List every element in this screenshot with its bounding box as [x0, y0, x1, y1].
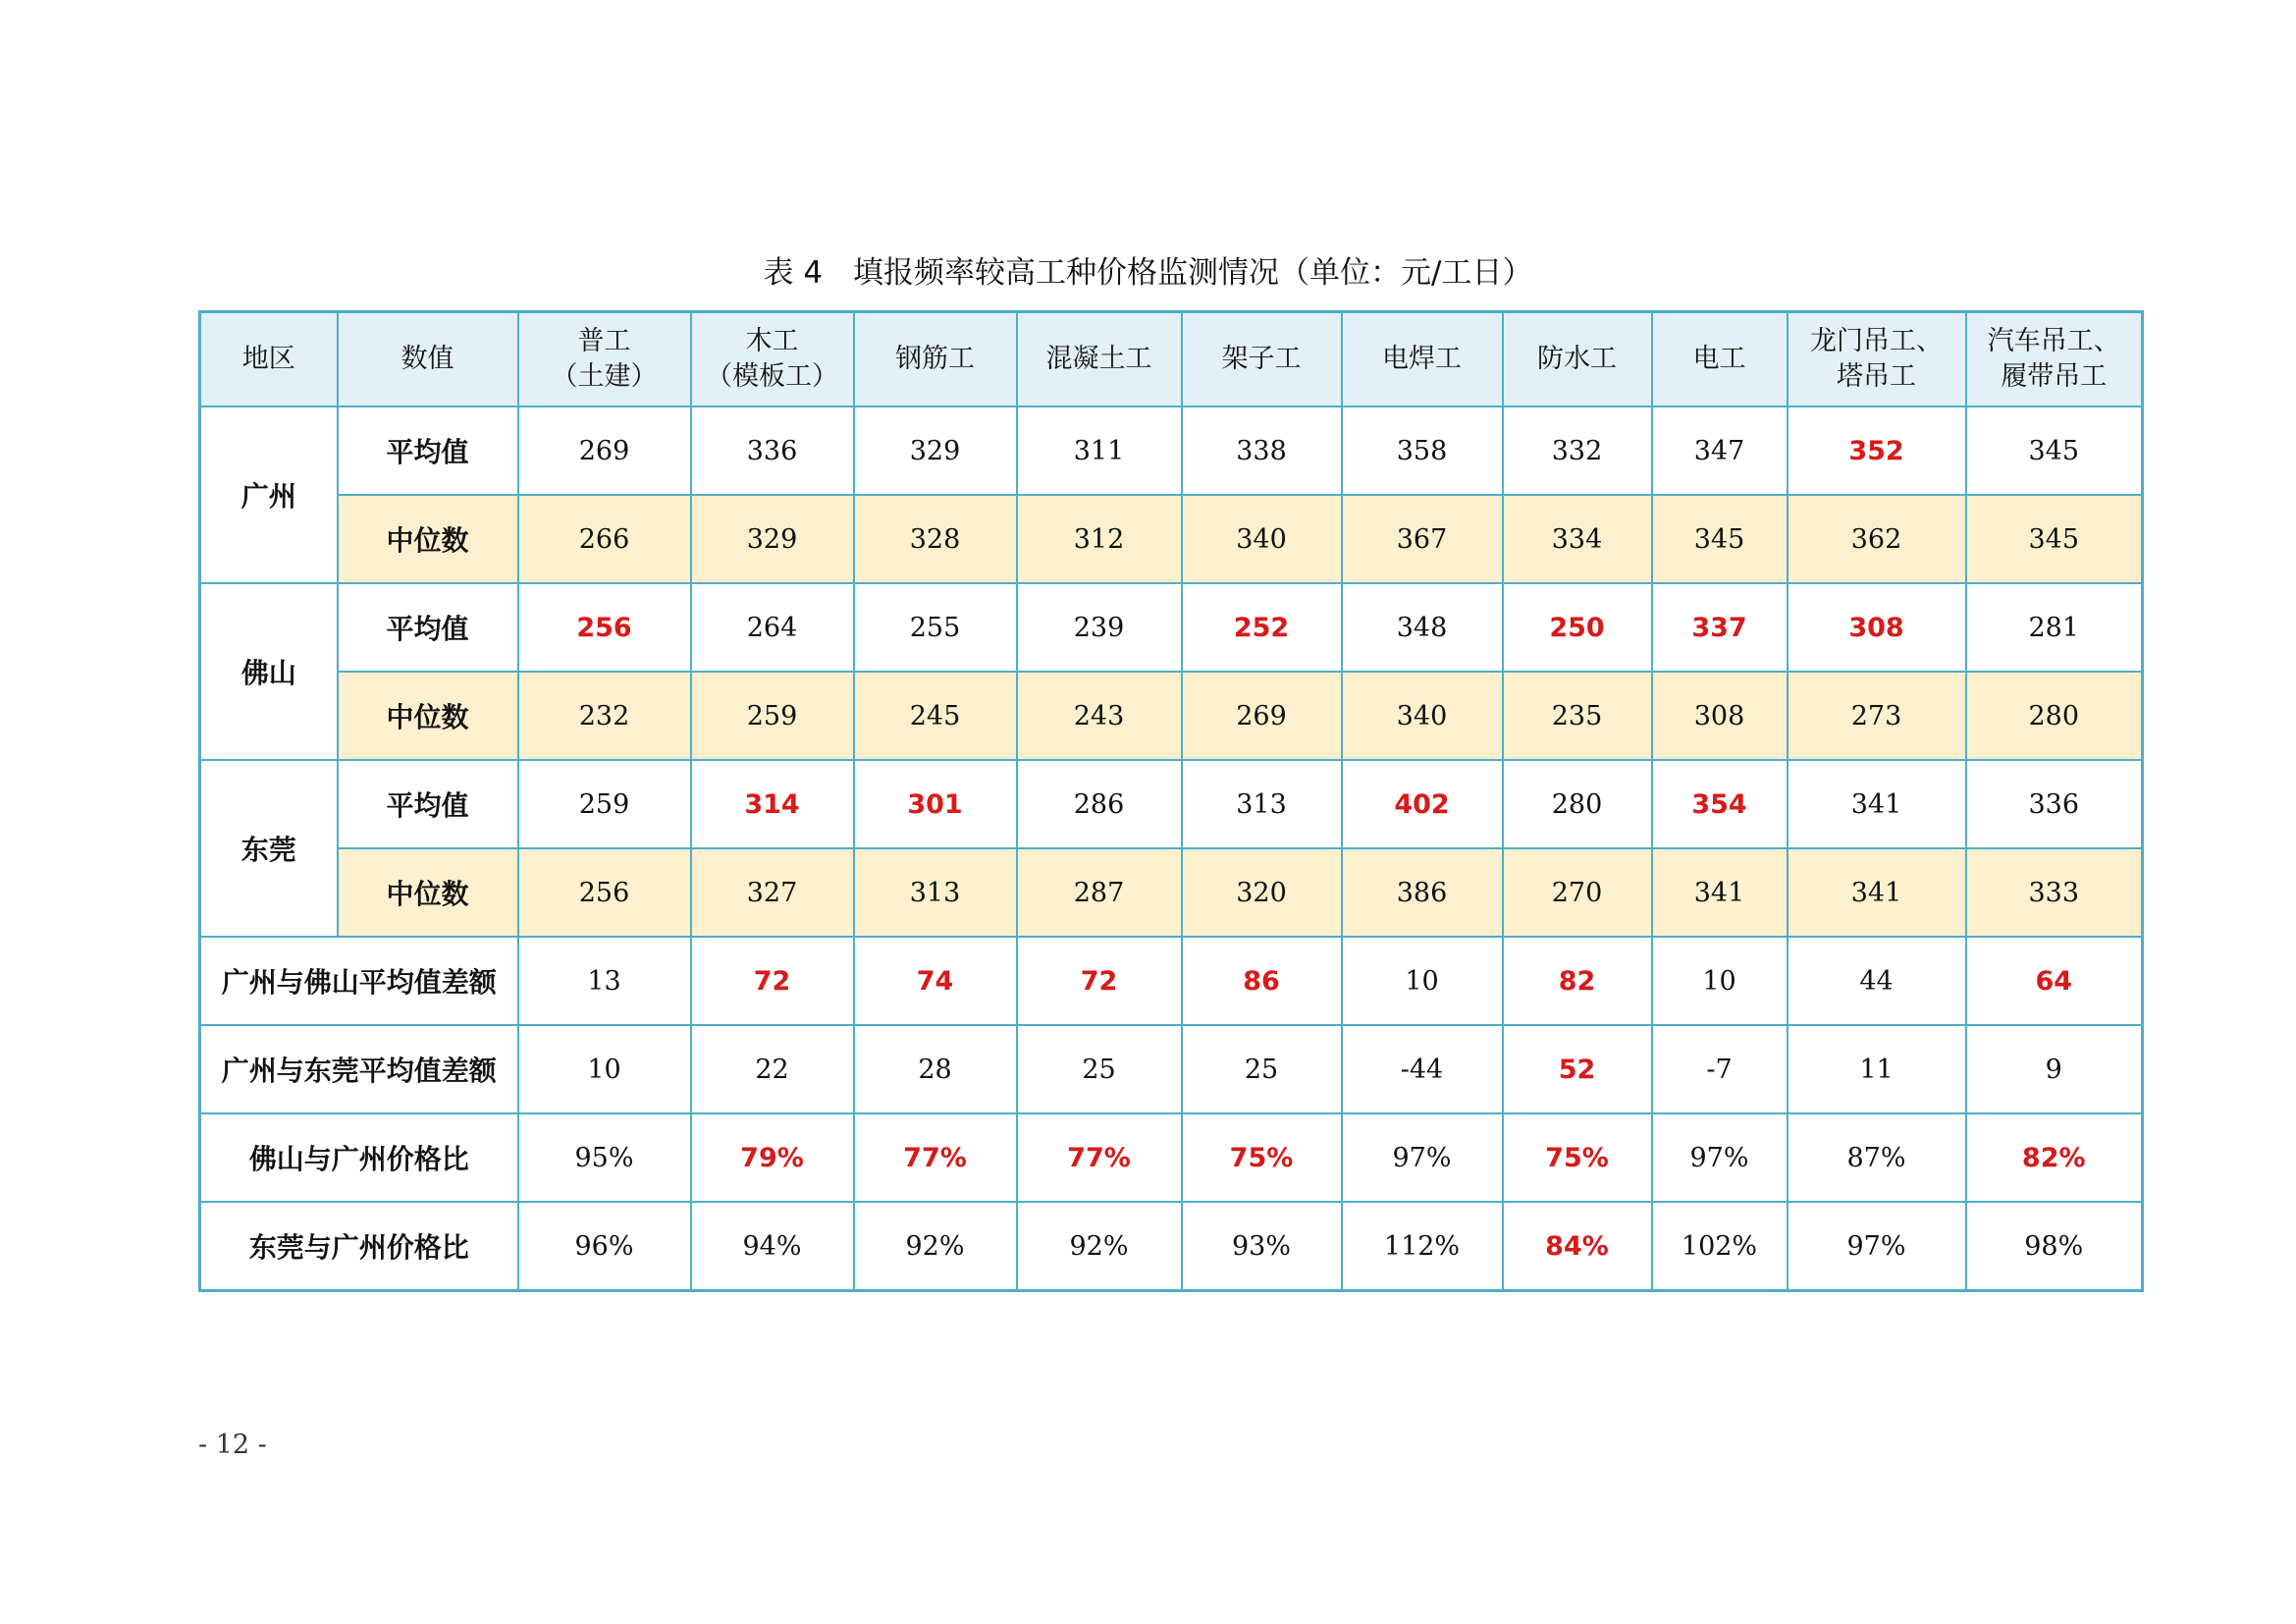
value-cell: -44 — [1342, 1025, 1503, 1113]
value-cell: 97% — [1788, 1202, 1966, 1291]
value-cell: 354 — [1652, 760, 1788, 848]
value-cell: 362 — [1788, 495, 1966, 583]
value-cell: 340 — [1182, 495, 1342, 583]
value-cell: 280 — [1966, 672, 2143, 760]
value-cell: 44 — [1788, 937, 1966, 1025]
table-row — [200, 760, 2143, 848]
value-cell: 96% — [518, 1202, 691, 1291]
price-table-container — [198, 310, 2144, 1292]
value-cell: 28 — [854, 1025, 1017, 1113]
value-cell: 341 — [1788, 848, 1966, 937]
value-cell: 98% — [1966, 1202, 2143, 1291]
metric-cell: 中位数 — [338, 672, 518, 760]
value-cell: 352 — [1788, 406, 1966, 495]
value-cell: 308 — [1788, 583, 1966, 672]
value-cell: 336 — [1966, 760, 2143, 848]
value-cell: 232 — [518, 672, 691, 760]
value-cell: -7 — [1652, 1025, 1788, 1113]
value-cell: 250 — [1503, 583, 1652, 672]
value-cell: 329 — [854, 406, 1017, 495]
value-cell: 341 — [1652, 848, 1788, 937]
value-cell: 82% — [1966, 1113, 2143, 1202]
value-cell: 102% — [1652, 1202, 1788, 1291]
summary-row — [200, 1113, 2143, 1202]
column-header: 地区 — [200, 312, 338, 407]
value-cell: 332 — [1503, 406, 1652, 495]
value-cell: 259 — [518, 760, 691, 848]
value-cell: 256 — [518, 848, 691, 937]
column-header: 数值 — [338, 312, 518, 407]
column-header: 普工 （土建） — [518, 312, 691, 407]
value-cell: 245 — [854, 672, 1017, 760]
value-cell: 338 — [1182, 406, 1342, 495]
value-cell: 10 — [518, 1025, 691, 1113]
value-cell: 333 — [1966, 848, 2143, 937]
value-cell: 82 — [1503, 937, 1652, 1025]
value-cell: 92% — [854, 1202, 1017, 1291]
value-cell: 328 — [854, 495, 1017, 583]
value-cell: 345 — [1652, 495, 1788, 583]
value-cell: 273 — [1788, 672, 1966, 760]
value-cell: 301 — [854, 760, 1017, 848]
value-cell: 10 — [1652, 937, 1788, 1025]
column-header: 架子工 — [1182, 312, 1342, 407]
price-table — [198, 310, 2144, 1292]
region-cell: 东莞 — [200, 760, 338, 937]
region-cell: 广州 — [200, 406, 338, 583]
metric-cell: 中位数 — [338, 848, 518, 937]
value-cell: 259 — [691, 672, 854, 760]
value-cell: 74 — [854, 937, 1017, 1025]
value-cell: 312 — [1017, 495, 1182, 583]
value-cell: 329 — [691, 495, 854, 583]
region-cell: 佛山 — [200, 583, 338, 760]
metric-cell: 平均值 — [338, 760, 518, 848]
value-cell: 367 — [1342, 495, 1503, 583]
value-cell: 336 — [691, 406, 854, 495]
value-cell: 52 — [1503, 1025, 1652, 1113]
summary-label: 东莞与广州价格比 — [200, 1202, 518, 1291]
value-cell: 347 — [1652, 406, 1788, 495]
value-cell: 84% — [1503, 1202, 1652, 1291]
value-cell: 341 — [1788, 760, 1966, 848]
column-header: 木工 （模板工） — [691, 312, 854, 407]
value-cell: 327 — [691, 848, 854, 937]
value-cell: 25 — [1017, 1025, 1182, 1113]
summary-row — [200, 937, 2143, 1025]
value-cell: 308 — [1652, 672, 1788, 760]
value-cell: 92% — [1017, 1202, 1182, 1291]
value-cell: 313 — [854, 848, 1017, 937]
value-cell: 97% — [1342, 1113, 1503, 1202]
value-cell: 112% — [1342, 1202, 1503, 1291]
table-row — [200, 495, 2143, 583]
value-cell: 286 — [1017, 760, 1182, 848]
value-cell: 13 — [518, 937, 691, 1025]
value-cell: 86 — [1182, 937, 1342, 1025]
value-cell: 266 — [518, 495, 691, 583]
table-row — [200, 848, 2143, 937]
value-cell: 402 — [1342, 760, 1503, 848]
value-cell: 10 — [1342, 937, 1503, 1025]
summary-row — [200, 1202, 2143, 1291]
column-header: 汽车吊工、 履带吊工 — [1966, 312, 2143, 407]
value-cell: 269 — [1182, 672, 1342, 760]
value-cell: 72 — [691, 937, 854, 1025]
value-cell: 64 — [1966, 937, 2143, 1025]
value-cell: 93% — [1182, 1202, 1342, 1291]
column-header: 电焊工 — [1342, 312, 1503, 407]
value-cell: 348 — [1342, 583, 1503, 672]
value-cell: 345 — [1966, 406, 2143, 495]
value-cell: 77% — [1017, 1113, 1182, 1202]
value-cell: 269 — [518, 406, 691, 495]
column-header: 防水工 — [1503, 312, 1652, 407]
value-cell: 75% — [1182, 1113, 1342, 1202]
value-cell: 314 — [691, 760, 854, 848]
value-cell: 386 — [1342, 848, 1503, 937]
value-cell: 287 — [1017, 848, 1182, 937]
table-title: 表 4 填报频率较高工种价格监测情况（单位：元/工日） — [763, 255, 1533, 291]
page-number: - 12 - — [198, 1430, 267, 1460]
table-row — [200, 583, 2143, 672]
table-row — [200, 672, 2143, 760]
value-cell: 358 — [1342, 406, 1503, 495]
metric-cell: 平均值 — [338, 406, 518, 495]
column-header: 混凝土工 — [1017, 312, 1182, 407]
value-cell: 311 — [1017, 406, 1182, 495]
summary-label: 广州与东莞平均值差额 — [200, 1025, 518, 1113]
value-cell: 11 — [1788, 1025, 1966, 1113]
value-cell: 9 — [1966, 1025, 2143, 1113]
value-cell: 281 — [1966, 583, 2143, 672]
table-row — [200, 406, 2143, 495]
column-header: 龙门吊工、 塔吊工 — [1788, 312, 1966, 407]
value-cell: 243 — [1017, 672, 1182, 760]
value-cell: 239 — [1017, 583, 1182, 672]
value-cell: 313 — [1182, 760, 1342, 848]
value-cell: 87% — [1788, 1113, 1966, 1202]
value-cell: 252 — [1182, 583, 1342, 672]
value-cell: 337 — [1652, 583, 1788, 672]
value-cell: 334 — [1503, 495, 1652, 583]
value-cell: 256 — [518, 583, 691, 672]
value-cell: 25 — [1182, 1025, 1342, 1113]
value-cell: 340 — [1342, 672, 1503, 760]
summary-label: 广州与佛山平均值差额 — [200, 937, 518, 1025]
value-cell: 97% — [1652, 1113, 1788, 1202]
value-cell: 79% — [691, 1113, 854, 1202]
value-cell: 270 — [1503, 848, 1652, 937]
value-cell: 75% — [1503, 1113, 1652, 1202]
value-cell: 72 — [1017, 937, 1182, 1025]
value-cell: 255 — [854, 583, 1017, 672]
table-body — [200, 406, 2143, 1291]
summary-label: 佛山与广州价格比 — [200, 1113, 518, 1202]
value-cell: 77% — [854, 1113, 1017, 1202]
value-cell: 264 — [691, 583, 854, 672]
value-cell: 95% — [518, 1113, 691, 1202]
value-cell: 320 — [1182, 848, 1342, 937]
metric-cell: 中位数 — [338, 495, 518, 583]
value-cell: 345 — [1966, 495, 2143, 583]
value-cell: 280 — [1503, 760, 1652, 848]
value-cell: 235 — [1503, 672, 1652, 760]
value-cell: 94% — [691, 1202, 854, 1291]
column-header: 钢筋工 — [854, 312, 1017, 407]
header-row — [200, 312, 2143, 407]
value-cell: 22 — [691, 1025, 854, 1113]
summary-row — [200, 1025, 2143, 1113]
column-header: 电工 — [1652, 312, 1788, 407]
metric-cell: 平均值 — [338, 583, 518, 672]
